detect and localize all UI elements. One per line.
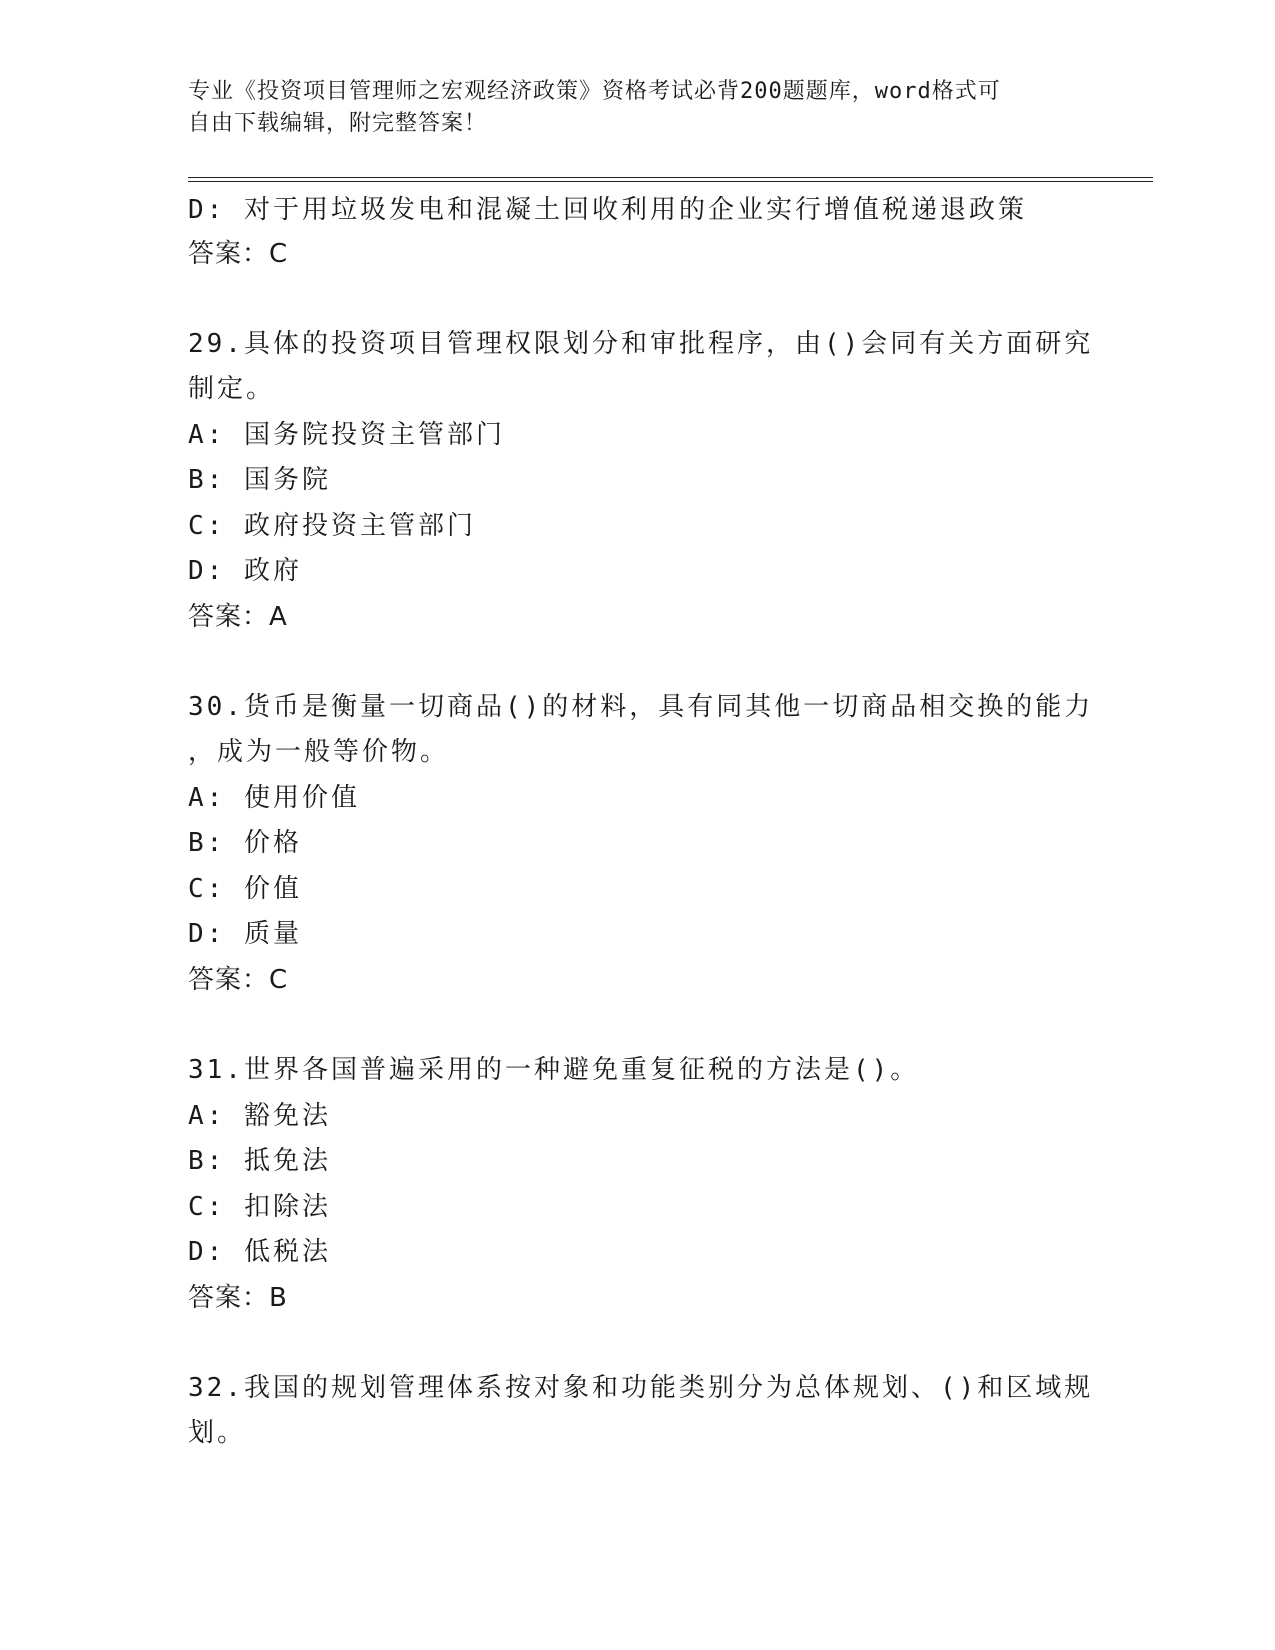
q30-option-c: C: 价值 [188,874,302,904]
q31-answer: 答案：B [188,1283,288,1313]
q30-stem-line-1: 30.货币是衡量一切商品()的材料，具有同其他一切商品相交换的能力 [188,692,1094,722]
prev-answer: 答案：C [188,239,289,269]
q29-option-d: D: 政府 [188,556,302,586]
q30-answer: 答案：C [188,965,289,995]
document-header [188,76,1068,140]
q30-option-a: A: 使用价值 [188,783,360,813]
q29-option-a: A: 国务院投资主管部门 [188,420,505,450]
header-line-1: 专业《投资项目管理师之宏观经济政策》资格考试必背200题题库，word格式可 [188,79,1001,104]
q30-option-d: D: 质量 [188,919,302,949]
q31-option-d: D: 低税法 [188,1237,331,1267]
q32-stem-line-2: 划。 [188,1418,247,1448]
q29-option-b: B: 国务院 [188,465,331,495]
q31-stem-line-1: 31.世界各国普遍采用的一种避免重复征税的方法是()。 [188,1055,920,1085]
q32-stem-line-1: 32.我国的规划管理体系按对象和功能类别分为总体规划、()和区域规 [188,1373,1094,1403]
q29-option-c: C: 政府投资主管部门 [188,511,476,541]
header-line-2: 自由下载编辑，附完整答案！ [188,111,488,136]
q30-stem-line-2: ，成为一般等价物。 [188,737,450,767]
prev-option-d: D: 对于用垃圾发电和混凝土回收利用的企业实行增值税递退政策 [188,195,1027,225]
header-divider-bottom [188,181,1153,182]
q31-option-c: C: 扣除法 [188,1192,331,1222]
q30-option-b: B: 价格 [188,828,302,858]
q31-option-b: B: 抵免法 [188,1146,331,1176]
q29-stem-line-2: 制定。 [188,374,276,404]
q29-stem-line-1: 29.具体的投资项目管理权限划分和审批程序，由()会同有关方面研究 [188,329,1094,359]
q31-option-a: A: 豁免法 [188,1101,331,1131]
header-divider-top [188,177,1153,178]
q29-answer: 答案：A [188,602,288,632]
